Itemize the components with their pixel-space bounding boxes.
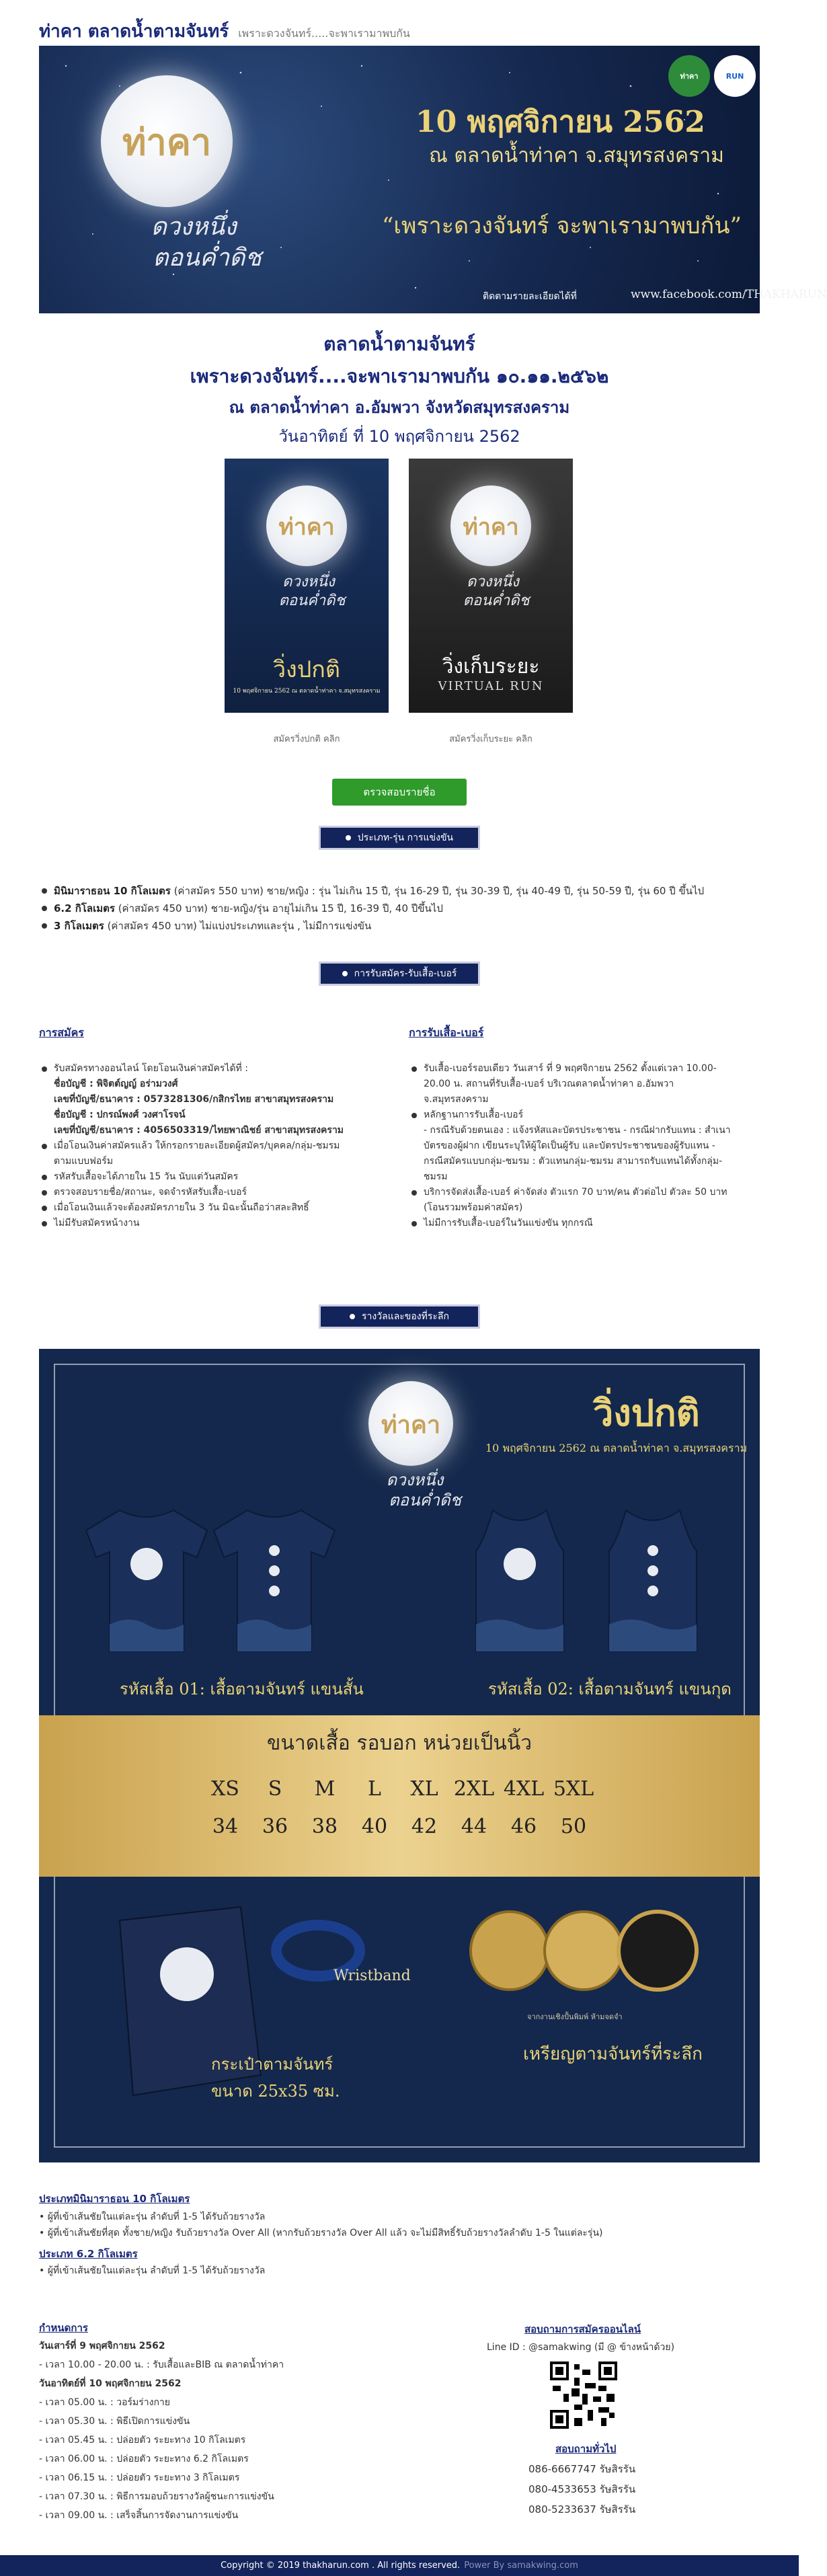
list-item: รหัสรับเสื้อจะได้ภายใน 15 วัน นับแต่วันสมัคร [39, 1169, 389, 1185]
chest-value: 38 [311, 1815, 338, 1838]
list-item: หลักฐานการรับเสื้อ-เบอร์ [409, 1107, 760, 1123]
partner-logo-left-text: ท่าคา [680, 72, 699, 81]
schedule-line: - เวลา 10.00 - 20.00 น. : รับเสื้อและBIB ณ ตลาดน้ำท่าคา [39, 2359, 284, 2370]
chest-value: 34 [212, 1815, 239, 1838]
medal-artist-credit: จากงานเชิงปั้นพิมพ์ ห้ามจดจำ [527, 2013, 623, 2021]
chest-values-row [39, 1815, 760, 1838]
size-label: 4XL [503, 1777, 545, 1801]
contact-phone[interactable]: 080-4533653 รัษสิรรัน [528, 2483, 636, 2495]
chest-value: 50 [560, 1815, 587, 1838]
size-chart [39, 1715, 760, 1877]
prize-board [39, 1349, 760, 2162]
race-type-detail: (ค่าสมัคร 450 บาท) ชาย-หญิง/รุ่น อายุไม่เกิน 15 ปี, 16-39 ปี, 40 ปีขึ้นไป [114, 902, 443, 914]
contact-phone[interactable]: 080-5233637 รัษสิรรัน [528, 2503, 636, 2515]
event-name: ตลาดน้ำตามจันทร์ [323, 333, 475, 355]
size-labels-row [39, 1777, 760, 1801]
bag-label: กระเป๋าตามจันทร์ [211, 2055, 333, 2074]
list-item: บริการจัดส่งเสื้อ-เบอร์ ค่าจัดส่ง ตัวแรก 70 บาท/คน ตัวต่อไป ตัวละ 50 บาท [409, 1185, 760, 1200]
banner-date: 10 พฤศจิกายน 2562 [416, 105, 705, 139]
section-prizes [319, 1304, 480, 1329]
footer-copyright: Copyright © 2019 thakharun.com . All rights reserved. [221, 2561, 461, 2571]
chest-value: 42 [411, 1815, 438, 1838]
banner-quote: “เพราะดวงจันทร์ จะพาเรามาพบกัน” [382, 212, 742, 239]
list-item: ตรวจสอบรายชื่อ/สถานะ, จดจำรหัสรับเสื้อ-เบอร์ [39, 1185, 389, 1200]
pickup-list [409, 1061, 760, 1231]
prize-script-2: ตอนค่ำดิช [389, 1491, 461, 1510]
wristband-label: Wristband [333, 1967, 411, 1984]
section-register-label: การรับสมัคร-รับเสื้อ-เบอร์ [354, 968, 457, 979]
event-slogan: เพราะดวงจันทร์....จะพาเรามาพบกัน ๑๐.๑๑.๒๕๖๒ [190, 365, 609, 387]
site-title[interactable]: ท่าคา ตลาดน้ำตามจันทร์ [39, 22, 229, 42]
list-item: 20.00 น. สถานที่รับเสื้อ-เบอร์ บริเวณตลาดน้ำท่าคา อ.อัมพวา [424, 1079, 674, 1089]
tshirt-short-sleeve-front [79, 1504, 214, 1658]
poster-virtual-run[interactable] [409, 459, 573, 713]
partner-logo-right [714, 55, 756, 97]
schedule-line: - เวลา 07.30 น. : พิธีการมอบถ้วยรางวัลผู้ชนะการแข่งขัน [39, 2491, 274, 2502]
schedule-line: - เวลา 05.45 น. : ปล่อยตัว ระยะทาง 10 กิโลเมตร [39, 2435, 246, 2446]
register-column-title: การสมัคร [39, 1026, 84, 1039]
script-line-1: ดวงหนึ่ง [151, 213, 237, 241]
list-item: เลขที่บัญชี/ธนาคาร : 4056503319/ไทยพาณิชย์ สาขาสมุทรสงคราม [54, 1125, 344, 1136]
footer-powered-by[interactable]: Power By samakwing.com [464, 2561, 578, 2571]
list-item: ไม่มีการรับเสื้อ-เบอร์ในวันแข่งขัน ทุกกรณี [409, 1216, 760, 1231]
poster-subtitle: VIRTUAL RUN [438, 679, 544, 693]
shirt-code-01: รหัสเสื้อ 01: เสื้อตามจันทร์ แขนสั้น [120, 1680, 364, 1699]
section-register [319, 962, 480, 986]
bullet-dot-icon [346, 835, 351, 841]
schedule-line: - เวลา 05.30 น. : พิธีเปิดการแข่งขัน [39, 2416, 190, 2427]
script-line-2: ตอนค่ำดิช [153, 244, 262, 272]
contact-online-title: สอบถามการสมัครออนไลน์ [524, 2323, 641, 2335]
award-mini-line: • ผู้ที่เข้าเส้นชัยที่สุด ทั้งชาย/หญิง รับถ้วยรางวัล Over All (หากรับถ้วยรางวัล Over All แล้ว จะไม่มีสิทธิ์รับถ้วยรางวัลลำดับ 1-5 ในแต่ละรุ่น) [39, 2228, 603, 2238]
prize-board-title: วิ่งปกติ [593, 1391, 700, 1434]
site-header [0, 0, 799, 42]
medal-label: เหรียญตามจันทร์ที่ระลึก [523, 2044, 703, 2064]
list-item: ชมรม [424, 1171, 448, 1182]
poster-moon-logo: ท่าคา [278, 514, 335, 541]
size-label: XL [410, 1777, 438, 1801]
section-race-types-label: ประเภท-รุ่น การแข่งขัน [357, 832, 454, 843]
prize-board-subtitle: 10 พฤศจิกายน 2562 ณ ตลาดน้ำท่าคา จ.สมุทรสงคราม [485, 1442, 748, 1454]
poster-script: ดวงหนึ่ง [467, 574, 519, 590]
award-six-title: ประเภท 6.2 กิโลเมตร [39, 2248, 138, 2260]
race-type-name: 6.2 กิโลเมตร [54, 902, 115, 914]
poster-normal-run[interactable] [225, 459, 389, 713]
race-type-detail: (ค่าสมัคร 550 บาท) ชาย/หญิง : รุ่น ไม่เกิน 15 ปี, รุ่น 16-29 ปี, รุ่น 30-39 ปี, รุ่น 40-49 ปี, รุ่น 50-59 ปี, รุ่น 60 ปี ขึ้นไป [170, 885, 705, 897]
poster-script-2: ตอนค่ำดิช [278, 592, 346, 609]
list-item: เมื่อโอนเงินค่าสมัครแล้ว ให้กรอกรายละเอียดผู้สมัคร/บุคคล/กลุ่ม-ชมรม [39, 1138, 389, 1154]
size-label: M [314, 1777, 336, 1801]
list-item: - กรณีรับด้วยตนเอง : แจ้งรหัสและบัตรประชาชน - กรณีฝากรับแทน : สำเนา [424, 1125, 731, 1136]
race-types-list [39, 882, 760, 935]
race-type-name: 3 กิโลเมตร [54, 920, 104, 932]
register-list [39, 1061, 389, 1231]
list-item [39, 900, 760, 917]
poster-title: วิ่งเก็บระยะ [442, 655, 540, 678]
poster-caption-virtual[interactable]: สมัครวิ่งเก็บระยะ คลิก [449, 734, 533, 744]
tshirt-short-sleeve-back [207, 1504, 342, 1658]
section-race-types [319, 826, 480, 850]
chest-value: 36 [262, 1815, 288, 1838]
poster-moon-logo: ท่าคา [463, 514, 519, 541]
partner-logo-right-text: RUN [725, 71, 744, 81]
list-item: บัตรของผู้ฝาก เขียนระบุให้ผู้ใดเป็นผู้รับ และบัตรประชาชนของผู้รับแทน - [424, 1140, 715, 1151]
section-prizes-label: รางวัลและของที่ระลึก [362, 1311, 449, 1322]
size-label: 5XL [553, 1777, 594, 1801]
list-item [39, 917, 760, 935]
chest-value: 44 [461, 1815, 487, 1838]
schedule-line: - เวลา 06.15 น. : ปล่อยตัว ระยะทาง 3 กิโลเมตร [39, 2472, 240, 2483]
award-six-line: • ผู้ที่เข้าเส้นชัยในแต่ละรุ่น ลำดับที่ 1-5 ได้รับถ้วยรางวัล [39, 2265, 266, 2276]
contact-general-title: สอบถามทั่วไป [555, 2443, 617, 2455]
contact-line-id[interactable]: Line ID : @samakwing (มี @ ข้างหน้าด้วย) [487, 2342, 675, 2353]
schedule-line: วันเสาร์ที่ 9 พฤศจิกายน 2562 [39, 2341, 165, 2351]
poster-title: วิ่งปกติ [273, 656, 340, 683]
list-item: ตามแบบฟอร์ม [54, 1156, 114, 1167]
list-item: ไม่มีรับสมัครหน้างาน [39, 1216, 389, 1231]
list-item: รับเสื้อ-เบอร์รอบเดียว วันเสาร์ ที่ 9 พฤศจิกายน 2562 ตั้งแต่เวลา 10.00- [409, 1061, 760, 1077]
event-date: วันอาทิตย์ ที่ 10 พฤศจิกายน 2562 [278, 427, 520, 446]
prize-moon-logo: ท่าคา [381, 1411, 441, 1439]
schedule-line: วันอาทิตย์ที่ 10 พฤศจิกายน 2562 [39, 2378, 182, 2389]
list-item: (โอนรวมพร้อมค่าสมัคร) [424, 1202, 523, 1213]
qr-code-icon [550, 2362, 617, 2429]
list-item: ชื่อบัญชี : พิจิตต์ญญ์ อร่ามวงศ์ [54, 1079, 178, 1089]
check-list-button[interactable]: ตรวจสอบรายชื่อ [332, 779, 467, 806]
race-type-detail: (ค่าสมัคร 450 บาท) ไม่แบ่งประเภทและรุ่น , ไม่มีการแข่งขัน [104, 920, 372, 932]
schedule-line: - เวลา 06.00 น. : ปล่อยตัว ระยะทาง 6.2 กิโลเมตร [39, 2454, 249, 2464]
schedule-line: - เวลา 05.00 น. : วอร์มร่างกาย [39, 2397, 170, 2408]
list-item: รับสมัครทางออนไลน์ โดยโอนเงินค่าสมัครได้ที่ : [39, 1061, 389, 1077]
race-type-name: มินิมาราธอน 10 กิโลเมตร [54, 885, 171, 897]
medal-illustration [463, 1907, 705, 1994]
poster-script-2: ตอนค่ำดิช [463, 592, 530, 609]
site-tagline: เพราะดวงจันทร์.....จะพาเรามาพบกัน [238, 27, 410, 40]
event-location: ณ ตลาดน้ำท่าคา อ.อัมพวา จังหวัดสมุทรสงคราม [229, 398, 570, 417]
chest-value: 46 [510, 1815, 537, 1838]
size-label: XS [211, 1777, 239, 1801]
chest-value: 40 [361, 1815, 388, 1838]
schedule-line: - เวลา 09.00 น. : เสร็จสิ้นการจัดงานการแข่งขัน [39, 2510, 239, 2521]
list-item: เลขที่บัญชี/ธนาคาร : 0573281306/กสิกรไทย สาขาสมุทรสงคราม [54, 1094, 334, 1105]
list-item: จ.สมุทรสงคราม [424, 1094, 489, 1105]
list-item [39, 882, 760, 900]
banner-place: ณ ตลาดน้ำท่าคา จ.สมุทรสงคราม [429, 144, 724, 167]
poster-script: ดวงหนึ่ง [282, 574, 335, 590]
pickup-column-title: การรับเสื้อ-เบอร์ [409, 1026, 484, 1039]
award-mini-title: ประเภทมินิมาราธอน 10 กิโลเมตร [39, 2193, 190, 2205]
bullet-dot-icon [342, 971, 348, 976]
shirt-code-02: รหัสเสื้อ 02: เสื้อตามจันทร์ แขนกุด [488, 1680, 732, 1699]
poster-caption-normal[interactable]: สมัครวิ่งปกติ คลิก [273, 734, 340, 744]
site-footer [0, 2555, 799, 2576]
list-item: กรณีสมัครแบบกลุ่ม-ชมรม : ตัวแทนกลุ่ม-ชมรม สามารถรับแทนได้ทั้งกลุ่ม- [424, 1156, 723, 1167]
contact-phone[interactable]: 086-6667747 รัษสิรรัน [528, 2463, 636, 2475]
award-mini-line: • ผู้ที่เข้าเส้นชัยในแต่ละรุ่น ลำดับที่ 1-5 ได้รับถ้วยรางวัล [39, 2212, 266, 2222]
hero-banner [39, 46, 827, 313]
schedule-title: กำหนดการ [39, 2322, 88, 2334]
banner-facebook-link[interactable]: www.facebook.com/THAKHARUN [631, 288, 827, 301]
tshirt-sleeveless-back [589, 1504, 717, 1658]
size-label: S [268, 1777, 282, 1801]
list-item: เมื่อโอนเงินแล้วจะต้องสมัครภายใน 3 วัน มิฉะนั้นถือว่าสละสิทธิ์ [39, 1200, 389, 1216]
poster-subtitle: 10 พฤศจิกายน 2562 ณ ตลาดน้ำท่าคา จ.สมุทรสงคราม [233, 688, 381, 695]
moon-logo-text: ท่าคา [122, 120, 212, 163]
bullet-dot-icon [350, 1314, 355, 1319]
bag-size-label: ขนาด 25x35 ซม. [211, 2082, 340, 2101]
partner-logo-left [668, 55, 710, 97]
size-label: 2XL [453, 1777, 495, 1801]
size-label: L [368, 1777, 381, 1801]
size-chart-title: ขนาดเสื้อ รอบอก หน่วยเป็นนิ้ว [266, 1731, 533, 1755]
list-item: ชื่อบัญชี : ปกรณ์พงศ์ วงศาโรจน์ [54, 1109, 186, 1120]
prize-script: ดวงหนึ่ง [386, 1471, 444, 1489]
banner-follow-label: ติดตามรายละเอียดได้ที่ [483, 291, 577, 302]
event-heading [0, 329, 799, 449]
tshirt-sleeveless-front [456, 1504, 584, 1658]
